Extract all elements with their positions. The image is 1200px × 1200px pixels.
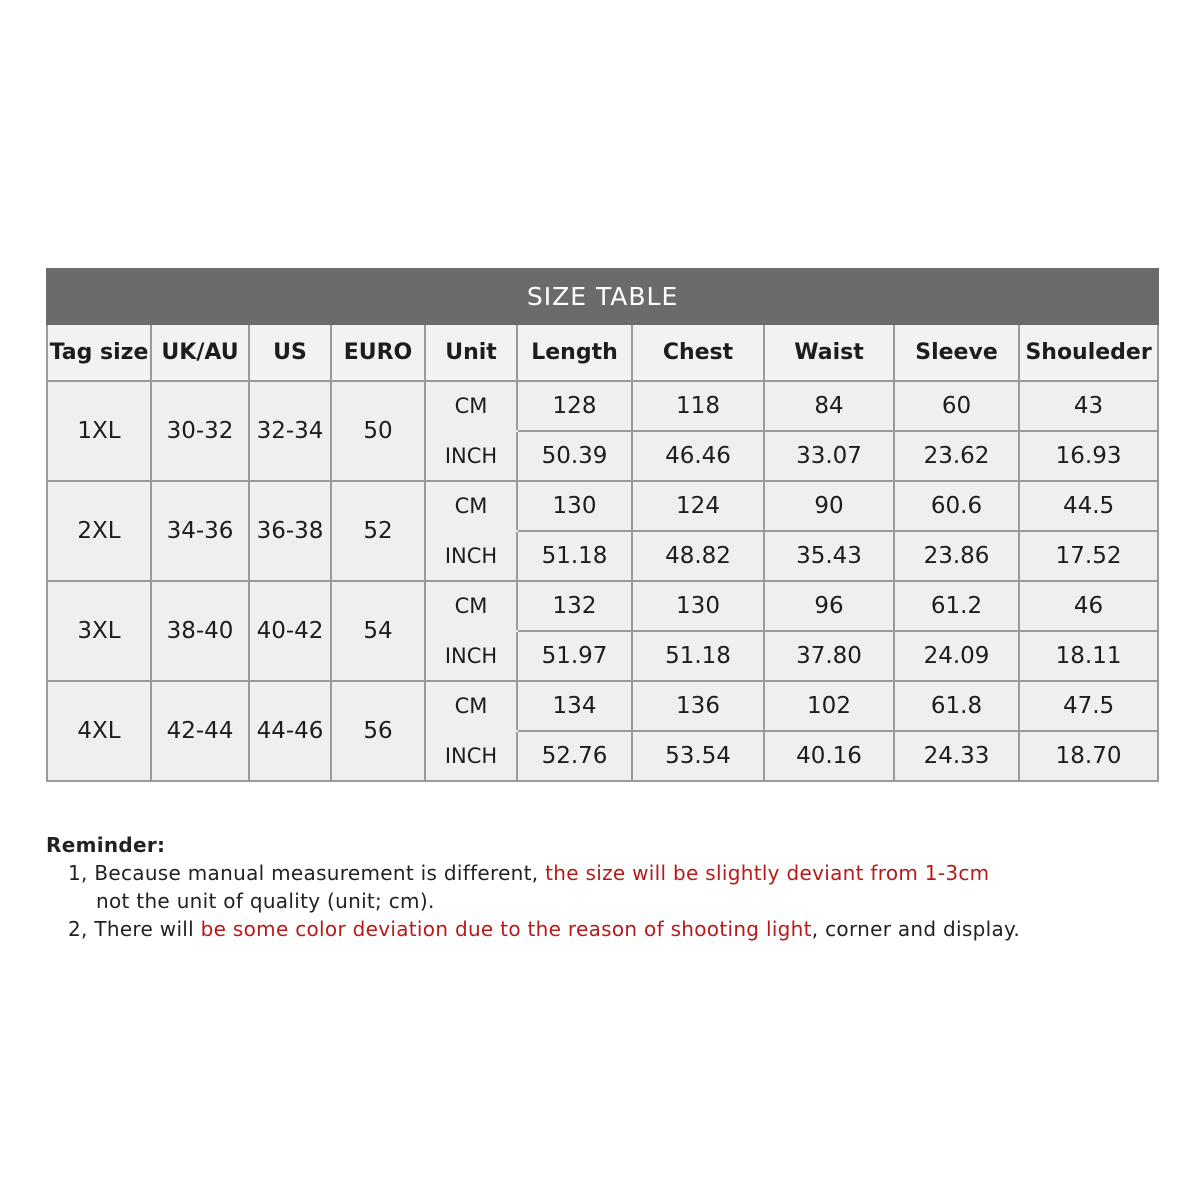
waist-cell: 90 [764, 481, 894, 531]
note-2-highlight: be some color deviation due to the reason of shooting light [200, 917, 812, 941]
table-row [47, 581, 1158, 631]
waist-cell: 35.43 [764, 531, 894, 581]
sleeve-cell: 61.2 [894, 581, 1019, 631]
chest-cell: 51.18 [632, 631, 764, 681]
header-waist: Waist [764, 324, 894, 381]
waist-cell: 40.16 [764, 731, 894, 781]
chest-cell: 118 [632, 381, 764, 431]
shoulder-cell: 17.52 [1019, 531, 1158, 581]
header-unit: Unit [425, 324, 517, 381]
length-cell: 51.97 [517, 631, 632, 681]
shoulder-cell: 16.93 [1019, 431, 1158, 481]
header-row [47, 324, 1158, 381]
shoulder-cell: 18.70 [1019, 731, 1158, 781]
chest-cell: 136 [632, 681, 764, 731]
length-cell: 51.18 [517, 531, 632, 581]
table-row [47, 481, 1158, 531]
header-shoulder: Shouleder [1019, 324, 1158, 381]
euro-cell: 54 [331, 581, 425, 681]
reminder-section [46, 831, 1146, 943]
uk-au-cell: 38-40 [151, 581, 249, 681]
length-cell: 52.76 [517, 731, 632, 781]
tag-size-cell: 1XL [47, 381, 151, 481]
unit-cell: INCH [425, 531, 517, 581]
unit-cell: INCH [425, 431, 517, 481]
uk-au-cell: 42-44 [151, 681, 249, 781]
length-cell: 128 [517, 381, 632, 431]
table-body [47, 381, 1158, 781]
unit-cell: CM [425, 481, 517, 531]
tag-size-cell: 4XL [47, 681, 151, 781]
note-2-suffix: , corner and display. [811, 917, 1020, 941]
unit-cell: CM [425, 681, 517, 731]
reminder-note-2 [46, 915, 1146, 943]
euro-cell: 50 [331, 381, 425, 481]
sleeve-cell: 61.8 [894, 681, 1019, 731]
table-title: SIZE TABLE [47, 269, 1158, 324]
uk-au-cell: 34-36 [151, 481, 249, 581]
waist-cell: 37.80 [764, 631, 894, 681]
note-1-text: 1, Because manual measurement is different, [68, 861, 546, 885]
unit-cell: INCH [425, 631, 517, 681]
chest-cell: 46.46 [632, 431, 764, 481]
reminder-note-1-continued: not the unit of quality (unit; cm). [96, 889, 435, 913]
us-cell: 44-46 [249, 681, 331, 781]
sleeve-cell: 23.86 [894, 531, 1019, 581]
chest-cell: 53.54 [632, 731, 764, 781]
unit-cell: INCH [425, 731, 517, 781]
chest-cell: 48.82 [632, 531, 764, 581]
sleeve-cell: 24.09 [894, 631, 1019, 681]
note-1-highlight: the size will be slightly deviant from 1-3cm [545, 861, 990, 885]
shoulder-cell: 18.11 [1019, 631, 1158, 681]
shoulder-cell: 43 [1019, 381, 1158, 431]
table-row [47, 681, 1158, 731]
sleeve-cell: 60 [894, 381, 1019, 431]
tag-size-cell: 2XL [47, 481, 151, 581]
sleeve-cell: 60.6 [894, 481, 1019, 531]
euro-cell: 56 [331, 681, 425, 781]
us-cell: 32-34 [249, 381, 331, 481]
chest-cell: 124 [632, 481, 764, 531]
us-cell: 36-38 [249, 481, 331, 581]
reminder-note-1 [46, 859, 1146, 887]
length-cell: 130 [517, 481, 632, 531]
tag-size-cell: 3XL [47, 581, 151, 681]
waist-cell: 33.07 [764, 431, 894, 481]
unit-cell: CM [425, 381, 517, 431]
size-table [46, 268, 1159, 782]
shoulder-cell: 47.5 [1019, 681, 1158, 731]
note-2-text: 2, There will [68, 917, 201, 941]
sleeve-cell: 24.33 [894, 731, 1019, 781]
waist-cell: 96 [764, 581, 894, 631]
header-us: US [249, 324, 331, 381]
unit-cell: CM [425, 581, 517, 631]
header-chest: Chest [632, 324, 764, 381]
chest-cell: 130 [632, 581, 764, 631]
header-sleeve: Sleeve [894, 324, 1019, 381]
us-cell: 40-42 [249, 581, 331, 681]
euro-cell: 52 [331, 481, 425, 581]
shoulder-cell: 44.5 [1019, 481, 1158, 531]
length-cell: 132 [517, 581, 632, 631]
shoulder-cell: 46 [1019, 581, 1158, 631]
table-row [47, 381, 1158, 431]
header-euro: EURO [331, 324, 425, 381]
waist-cell: 102 [764, 681, 894, 731]
length-cell: 50.39 [517, 431, 632, 481]
uk-au-cell: 30-32 [151, 381, 249, 481]
header-length: Length [517, 324, 632, 381]
reminder-title: Reminder: [46, 833, 166, 857]
length-cell: 134 [517, 681, 632, 731]
sleeve-cell: 23.62 [894, 431, 1019, 481]
waist-cell: 84 [764, 381, 894, 431]
header-uk-au: UK/AU [151, 324, 249, 381]
header-tag-size: Tag size [47, 324, 151, 381]
